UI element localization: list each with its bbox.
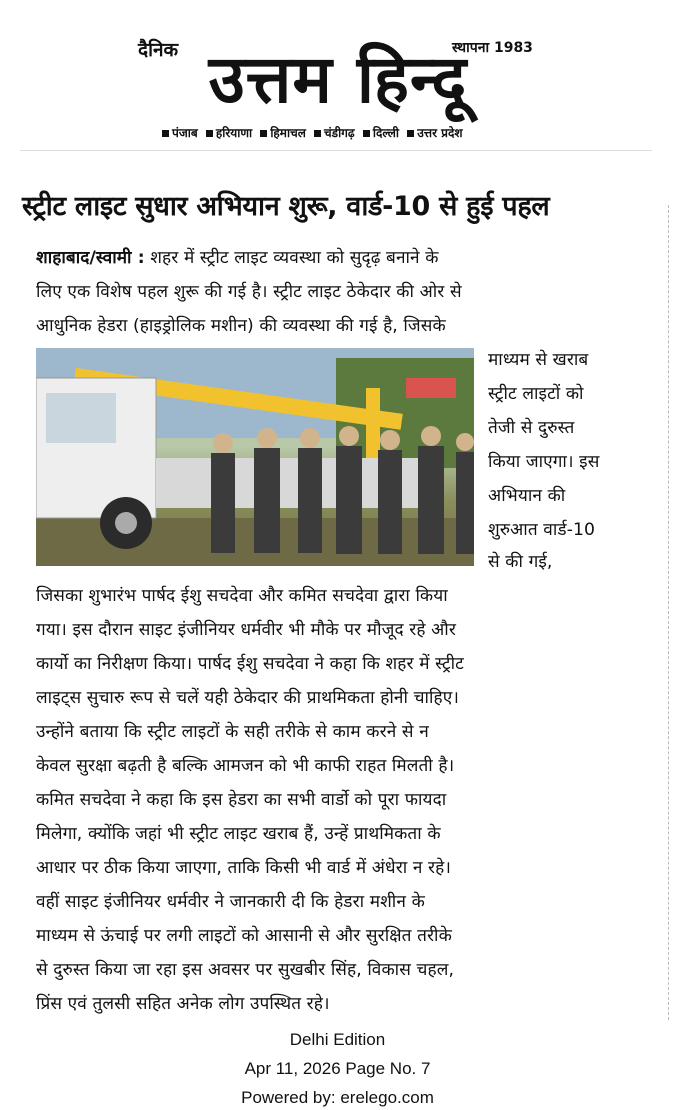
footer-powered-by: Powered by: erelego.com bbox=[241, 1088, 434, 1107]
article-line: लाइट्स सुचारु रूप से चलें यही ठेकेदार की प्राथमिकता होनी चाहिए। bbox=[36, 688, 459, 708]
footer-date-page: Apr 11, 2026 Page No. 7 bbox=[244, 1059, 431, 1078]
article-line: स्ट्रीट लाइटों को bbox=[488, 384, 584, 404]
article-line: आधार पर ठीक किया जाएगा, ताकि किसी भी वार्ड में अंधेरा न रहे। bbox=[36, 858, 452, 878]
article-line: कमित सचदेवा ने कहा कि इस हेडरा का सभी वार्डो को पूरा फायदा bbox=[36, 790, 447, 810]
region-item: हरियाणा bbox=[206, 126, 252, 140]
article-first-line bbox=[36, 246, 439, 269]
article-line: माध्यम से खराब bbox=[488, 350, 589, 370]
footer-edition: Delhi Edition bbox=[289, 1030, 386, 1049]
established-year: स्थापना 1983 bbox=[452, 40, 533, 56]
newspaper-logo: उत्तम हिन्दू bbox=[208, 41, 468, 118]
photo-illustration bbox=[36, 348, 474, 566]
column-rule bbox=[668, 205, 670, 1020]
article-dateline: शाहाबाद/स्वामी : bbox=[36, 248, 145, 268]
region-item: हिमाचल bbox=[260, 126, 306, 140]
article-photo bbox=[36, 348, 474, 566]
article-line: से की गई, bbox=[488, 552, 553, 572]
article-line: प्रिंस एवं तुलसी सहित अनेक लोग उपस्थित रहे। bbox=[36, 994, 330, 1014]
article-line: तेजी से दुरुस्त bbox=[488, 418, 575, 438]
masthead-divider bbox=[20, 150, 652, 151]
article-line: शहर में स्ट्रीट लाइट व्यवस्था को सुदृढ़ बनाने के bbox=[150, 248, 439, 268]
article-line: केवल सुरक्षा बढ़ती है बल्कि आमजन को भी काफी राहत मिलती है। bbox=[36, 756, 455, 776]
article-line: अभियान की bbox=[488, 486, 566, 506]
article-line: कार्यो का निरीक्षण किया। पार्षद ईशु सचदेवा ने कहा कि शहर में स्ट्रीट bbox=[36, 654, 464, 674]
article-line: जिसका शुभारंभ पार्षद ईशु सचदेवा और कमित सचदेवा द्वारा किया bbox=[36, 586, 448, 606]
article-line: उन्होंने बताया कि स्ट्रीट लाइटों के सही तरीके से काम करने से न bbox=[36, 722, 429, 742]
article-line: लिए एक विशेष पहल शुरू की गई है। स्ट्रीट लाइट ठेकेदार की ओर से bbox=[36, 282, 462, 302]
masthead-dainik: दैनिक bbox=[138, 39, 179, 61]
region-item: चंडीगढ़ bbox=[314, 126, 355, 140]
masthead bbox=[0, 0, 675, 150]
region-item: दिल्ली bbox=[363, 126, 399, 140]
region-item: उत्तर प्रदेश bbox=[407, 126, 462, 140]
article-line: माध्यम से ऊंचाई पर लगी लाइटों को आसानी से और सुरक्षित तरीके bbox=[36, 926, 452, 946]
article-line: से दुरुस्त किया जा रहा इस अवसर पर सुखबीर सिंह, विकास चहल, bbox=[36, 960, 455, 980]
article-line: आधुनिक हेडरा (हाइड्रोलिक मशीन) की व्यवस्था की गई है, जिसके bbox=[36, 316, 446, 336]
article-line: मिलेगा, क्योंकि जहां भी स्ट्रीट लाइट खराब हैं, उन्हें प्राथमिकता के bbox=[36, 824, 441, 844]
article-headline: स्ट्रीट लाइट सुधार अभियान शुरू, वार्ड-10 से हुई पहल bbox=[22, 191, 550, 222]
region-item: पंजाब bbox=[162, 126, 198, 140]
article-line: वहीं साइट इंजीनियर धर्मवीर ने जानकारी दी कि हेडरा मशीन के bbox=[36, 892, 425, 912]
region-strip bbox=[162, 124, 467, 141]
article-line: शुरुआत वार्ड-10 bbox=[488, 520, 596, 540]
article-line: किया जाएगा। इस bbox=[488, 452, 600, 472]
article-line: गया। इस दौरान साइट इंजीनियर धर्मवीर भी मौके पर मौजूद रहे और bbox=[36, 620, 456, 640]
